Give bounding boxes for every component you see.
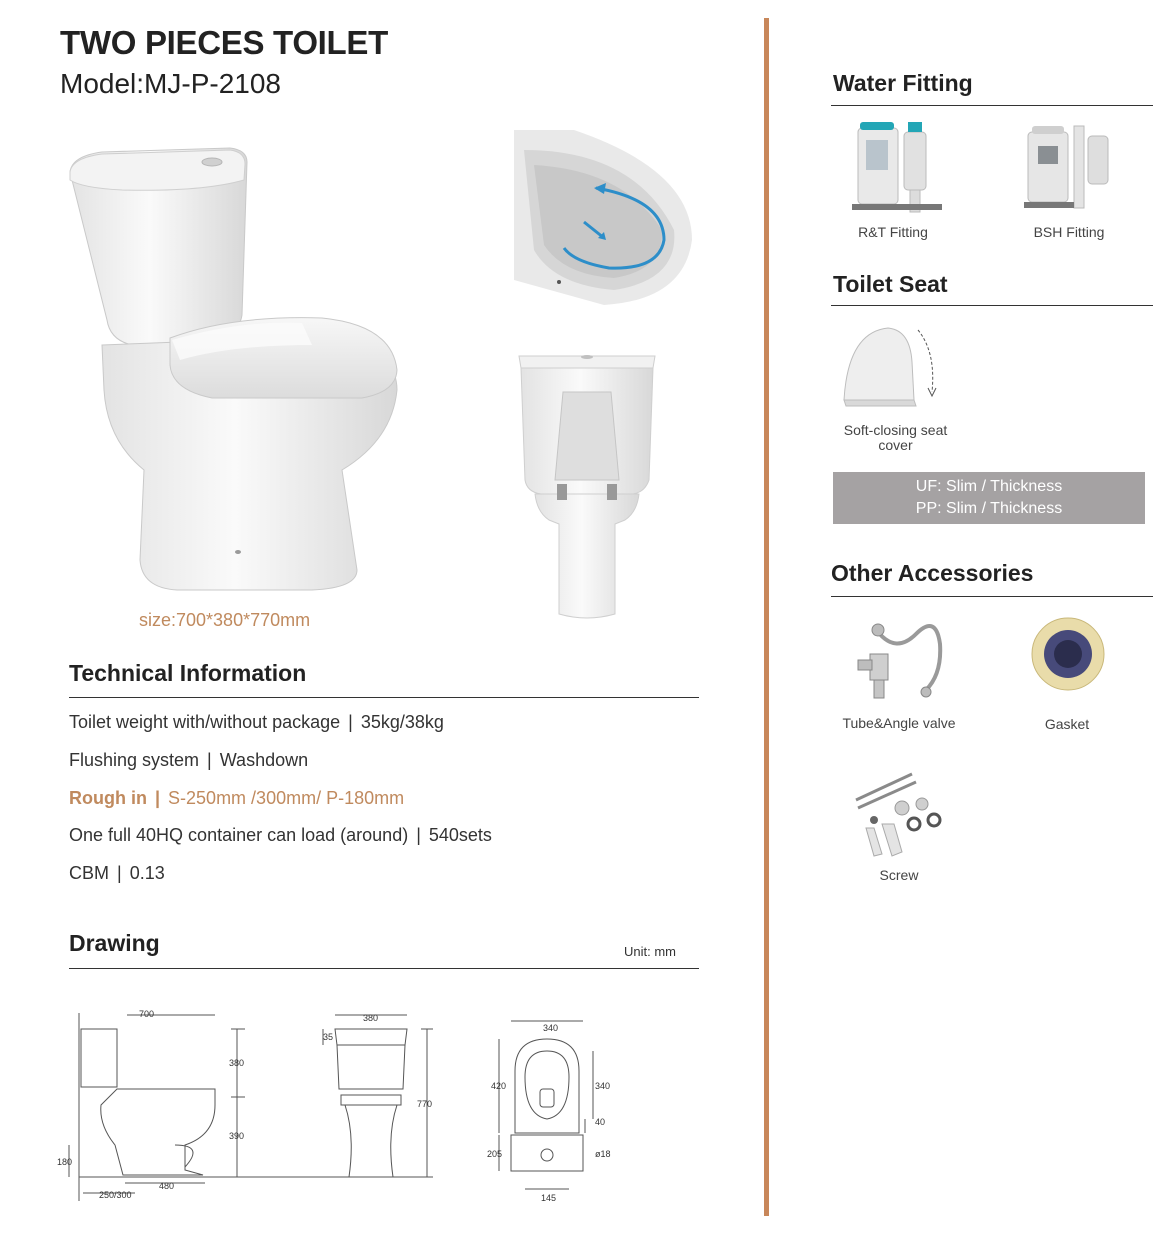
dim-205: 205 bbox=[487, 1149, 503, 1159]
technical-divider bbox=[69, 697, 699, 698]
drawing-heading: Drawing bbox=[69, 930, 160, 956]
dim-40: 40 bbox=[595, 1117, 606, 1127]
dim-340-side: 340 bbox=[595, 1081, 611, 1091]
dim-770: 770 bbox=[417, 1099, 433, 1109]
rt-fitting-image bbox=[852, 118, 942, 218]
bowl-top-image bbox=[514, 130, 694, 310]
dim-380: 380 bbox=[229, 1058, 245, 1068]
screw-image bbox=[852, 770, 948, 862]
seat-options-box bbox=[833, 472, 1145, 524]
dim-250-300: 250/300 bbox=[99, 1190, 132, 1200]
model-number: Model:MJ-P-2108 bbox=[60, 68, 281, 99]
dim-35: 35 bbox=[323, 1032, 334, 1042]
water-fitting-divider bbox=[831, 105, 1153, 106]
dim-340-top: 340 bbox=[543, 1023, 559, 1033]
gasket-label: Gasket bbox=[1044, 716, 1090, 732]
rt-fitting-label: R&T Fitting bbox=[858, 224, 928, 240]
screw-label: Screw bbox=[879, 867, 919, 883]
seat-cover-label: Soft-closing seat cover bbox=[843, 422, 948, 453]
accessories-divider bbox=[831, 596, 1153, 597]
gasket-image bbox=[1030, 616, 1106, 692]
bsh-fitting-label: BSH Fitting bbox=[1033, 224, 1105, 240]
water-fitting-heading: Water Fitting bbox=[833, 70, 973, 96]
drawing-divider bbox=[69, 968, 699, 969]
tech-row-rough-in: Rough in | S-250mm /300mm/ P-180mm bbox=[69, 788, 405, 808]
dim-145: 145 bbox=[541, 1193, 557, 1203]
tech-row-weight: Toilet weight with/without package | 35kg/38kg bbox=[69, 712, 444, 732]
tech-row-cbm: CBM | 0.13 bbox=[69, 863, 165, 883]
toilet-seat-heading: Toilet Seat bbox=[833, 271, 948, 297]
dim-380-width: 380 bbox=[363, 1013, 379, 1023]
size-label: size:700*380*770mm bbox=[139, 610, 311, 630]
dim-18: ø18 bbox=[595, 1149, 611, 1159]
toilet-seat-divider bbox=[831, 305, 1153, 306]
dim-390: 390 bbox=[229, 1131, 245, 1141]
technical-heading: Technical Information bbox=[69, 660, 307, 686]
tech-row-flushing: Flushing system | Washdown bbox=[69, 750, 309, 770]
dim-480: 480 bbox=[159, 1181, 175, 1191]
unit-label: Unit: mm bbox=[624, 944, 676, 959]
seat-option-uf: UF: Slim / Thickness bbox=[915, 478, 1063, 495]
dim-420: 420 bbox=[491, 1081, 507, 1091]
tube-angle-valve-label: Tube&Angle valve bbox=[842, 715, 956, 731]
dim-180: 180 bbox=[57, 1157, 73, 1167]
page-title: TWO PIECES TOILET bbox=[60, 24, 388, 61]
bsh-fitting-image bbox=[1024, 122, 1114, 212]
tech-row-container: One full 40HQ container can load (around) | 540sets bbox=[69, 825, 492, 845]
tube-angle-valve-image bbox=[856, 614, 946, 704]
toilet-front-image bbox=[515, 352, 660, 624]
accessories-heading: Other Accessories bbox=[831, 560, 1034, 586]
vertical-divider bbox=[764, 18, 769, 1216]
seat-option-pp: PP: Slim / Thickness bbox=[915, 500, 1063, 517]
dim-700: 700 bbox=[139, 1009, 155, 1019]
seat-cover-image bbox=[840, 322, 940, 412]
toilet-main-image bbox=[62, 140, 407, 600]
technical-drawing bbox=[55, 1005, 675, 1210]
